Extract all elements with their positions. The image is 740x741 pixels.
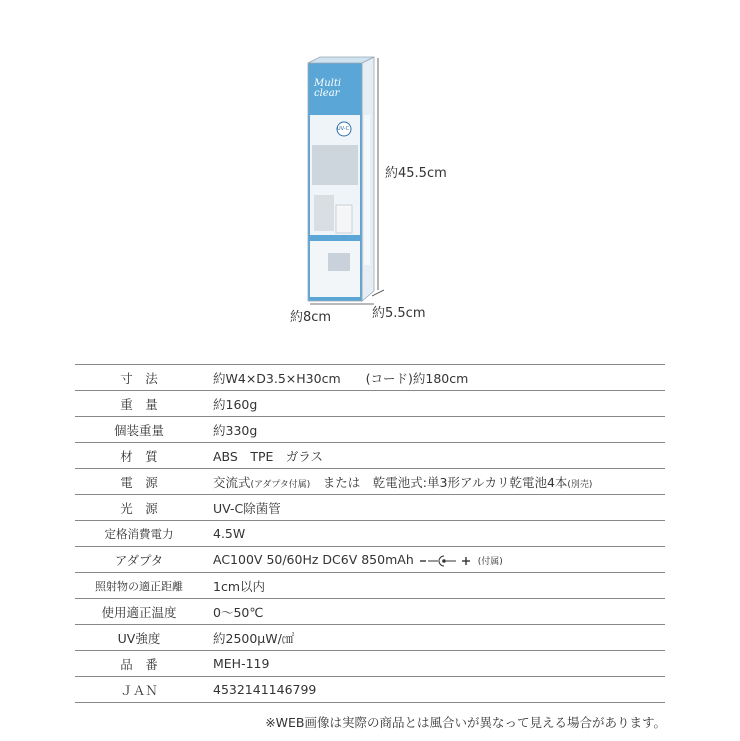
box-brand-text: Multi clear: [314, 78, 342, 99]
spec-label: 寸 法: [75, 365, 203, 391]
spec-table: [75, 364, 665, 703]
spec-label: UV強度: [75, 625, 203, 651]
spec-value: 0～50℃: [203, 599, 665, 625]
spec-label: アダプタ: [75, 547, 203, 573]
spec-row-light-source: [75, 495, 665, 521]
spec-value: 約W4×D3.5×H30cm (コード)約180cm: [203, 365, 665, 391]
spec-row-weight: [75, 391, 665, 417]
spec-value: 交流式(アダプタ付属) または 乾電池式:単3形アルカリ乾電池4本(別売): [203, 469, 665, 495]
spec-label: 光 源: [75, 495, 203, 521]
spec-label: 重 量: [75, 391, 203, 417]
spec-value: ABS TPE ガラス: [203, 443, 665, 469]
spec-row-jan: [75, 677, 665, 703]
spec-label: ＪＡＮ: [75, 677, 203, 703]
box-badge-text: UV-C: [337, 126, 350, 132]
spec-value: 約160g: [203, 391, 665, 417]
spec-label: 材 質: [75, 443, 203, 469]
spec-label: 照射物の適正距離: [75, 573, 203, 599]
spec-row-distance: [75, 573, 665, 599]
spec-label: 使用適正温度: [75, 599, 203, 625]
width-dimension: 約8cm: [290, 310, 332, 325]
spec-value: UV-C除菌管: [203, 495, 665, 521]
spec-value: 4532141146799: [203, 677, 665, 703]
spec-value: 1cm以内: [203, 573, 665, 599]
spec-row-model: [75, 651, 665, 677]
spec-row-temperature: [75, 599, 665, 625]
spec-row-size: [75, 365, 665, 391]
depth-dimension: 約5.5cm: [372, 306, 426, 321]
spec-label: 個装重量: [75, 417, 203, 443]
spec-value: 4.5W: [203, 521, 665, 547]
spec-row-material: [75, 443, 665, 469]
spec-row-adapter: [75, 547, 665, 573]
spec-label: 品 番: [75, 651, 203, 677]
dc-polarity-icon: [418, 555, 474, 567]
spec-value: AC100V 50/60Hz DC6V 850mAh (付属): [203, 547, 665, 573]
footnote: ※WEB画像は実際の商品とは風合いが異なって見える場合があります。: [265, 715, 666, 730]
spec-value: 約2500μW/㎠: [203, 625, 665, 651]
spec-label: 定格消費電力: [75, 521, 203, 547]
spec-row-package-weight: [75, 417, 665, 443]
spec-row-power: [75, 469, 665, 495]
spec-row-uv-intensity: [75, 625, 665, 651]
height-dimension: 約45.5cm: [385, 166, 447, 181]
spec-label: 電 源: [75, 469, 203, 495]
spec-value: 約330g: [203, 417, 665, 443]
spec-row-rated-power: [75, 521, 665, 547]
spec-value: MEH-119: [203, 651, 665, 677]
